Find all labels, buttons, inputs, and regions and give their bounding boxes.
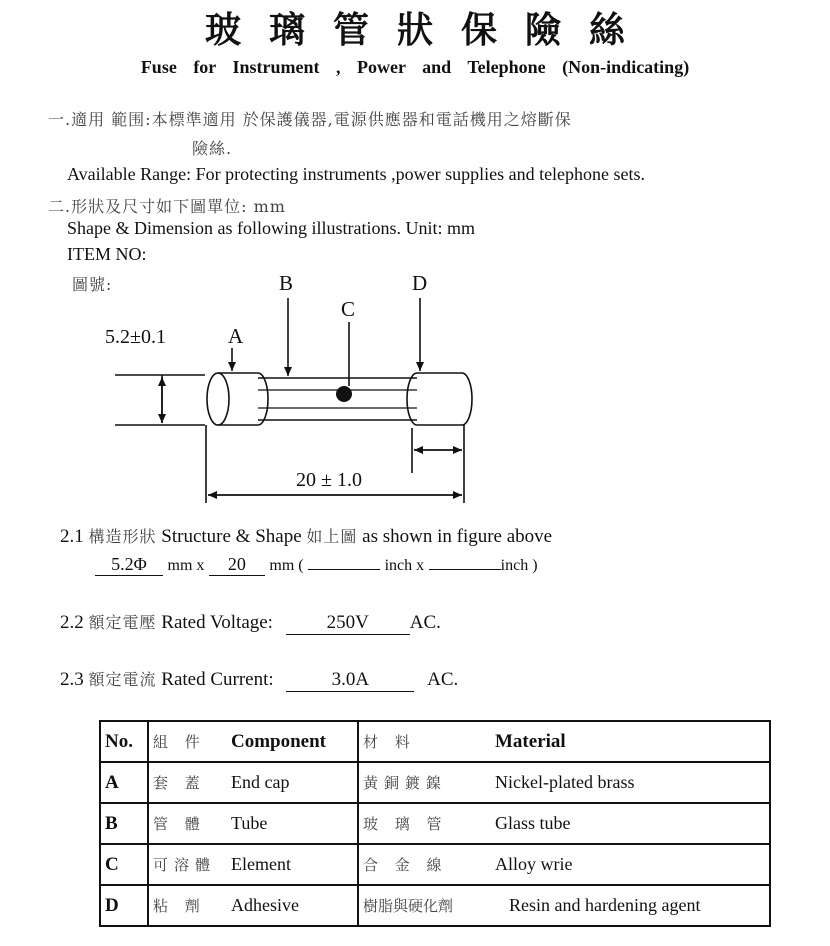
spec-2-2-label: Rated Voltage: [161, 612, 273, 633]
header-component-cn: 組 件 [153, 732, 206, 751]
row-material-en: Glass tube [495, 813, 571, 833]
spec-2-1-cn2: 如上圖 [306, 527, 358, 546]
row-component [148, 844, 358, 885]
spec-2-1-line1 [60, 524, 552, 548]
row-material-en: Alloy wrie [495, 854, 573, 874]
spec-2-2 [60, 610, 441, 635]
row-material-en: Nickel-plated brass [495, 772, 635, 792]
row-no: C [100, 844, 148, 885]
row-component-en: End cap [231, 772, 290, 792]
left-end-cap-face [207, 373, 229, 425]
diameter-label: 5.2±0.1 [105, 326, 166, 348]
spec-2-1-en1: Structure & Shape [161, 526, 302, 547]
spec-2-1-mm1: mm x [167, 557, 205, 574]
row-component-en: Adhesive [231, 895, 299, 915]
row-component-en: Element [231, 854, 291, 874]
spec-2-1-line2 [95, 554, 538, 576]
spec-2-1-cn: 構造形狀 [88, 527, 157, 546]
row-no: D [100, 885, 148, 926]
spec-2-2-unit: AC. [409, 612, 441, 633]
header-no: No. [100, 721, 148, 762]
spec-2-1-num: 2.1 [60, 526, 84, 547]
section1-en: Available Range: For protecting instruments ,power supplies and telephone sets. [67, 164, 646, 184]
table-row [100, 762, 770, 803]
fuse-element-dot [336, 386, 352, 402]
length-label: 20 ± 1.0 [296, 469, 362, 491]
row-no: A [100, 762, 148, 803]
item-no-label: ITEM NO: [67, 244, 147, 264]
table-row [100, 844, 770, 885]
spec-2-1-inch2: inch ) [500, 557, 538, 574]
spec-2-1-mm2: mm ( [269, 557, 304, 574]
table-row [100, 885, 770, 926]
spec-2-3-value: 3.0A [286, 669, 414, 692]
section1-cn-line2: 險絲. [192, 139, 233, 158]
row-material [358, 844, 770, 885]
section2-cn: 二.形狀及尺寸如下圖單位: mm [48, 197, 286, 216]
row-material [358, 803, 770, 844]
section2-en: Shape & Dimension as following illustrations. Unit: mm [67, 218, 475, 238]
row-material-cn: 樹脂與硬化劑 [363, 897, 454, 915]
header-material [358, 721, 770, 762]
spec-2-3-unit: AC. [427, 669, 459, 690]
spec-2-3-label: Rated Current: [161, 669, 274, 690]
spec-2-2-cn: 額定電壓 [88, 613, 157, 632]
row-component [148, 762, 358, 803]
spec-2-3 [60, 667, 458, 692]
spec-2-1-len-value: 20 [209, 554, 265, 576]
section1-cn-line1: 一.適用 範围:本標準適用 於保護儀器,電源供應器和電話機用之熔斷保 [48, 110, 572, 129]
label-B: B [279, 271, 294, 295]
spec-2-3-cn: 額定電流 [88, 670, 157, 689]
header-material-en: Material [495, 730, 566, 752]
row-component-en: Tube [231, 813, 268, 833]
spec-2-2-num: 2.2 [60, 612, 84, 633]
spec-2-1-inch-blank-1 [308, 569, 380, 570]
right-end-cap [417, 373, 472, 425]
table-row [100, 803, 770, 844]
label-D: D [412, 271, 428, 295]
header-component-en: Component [231, 730, 327, 752]
row-material-cn: 玻 璃 管 [363, 815, 448, 833]
row-component [148, 885, 358, 926]
spec-2-1-inch-blank-2 [429, 569, 501, 570]
row-component-cn: 管 體 [153, 815, 206, 833]
spec-2-1-dia-value: 5.2Φ [95, 554, 163, 576]
spec-2-1-inch1: inch x [384, 557, 425, 574]
page-title: 玻璃管狀保險絲 [204, 9, 653, 51]
row-component [148, 803, 358, 844]
header-material-cn: 材 料 [363, 732, 416, 751]
row-material-en: Resin and hardening agent [509, 895, 701, 915]
spec-2-3-num: 2.3 [60, 669, 84, 690]
row-component-cn: 粘 劑 [153, 897, 206, 915]
row-material-cn: 黃銅鍍鎳 [363, 774, 448, 792]
row-material [358, 762, 770, 803]
right-end-cap-inner [407, 373, 417, 425]
spec-2-1-en2: as shown in figure above [362, 526, 553, 547]
figure-no-label: 圖號: [72, 275, 113, 294]
label-A: A [228, 324, 244, 348]
component-table [99, 720, 771, 927]
page-subtitle: Fuse for Instrument , Power and Telephone (Non-indicating) [140, 57, 690, 77]
spec-2-2-value: 250V [286, 612, 410, 635]
row-component-cn: 可溶體 [153, 856, 217, 874]
label-C: C [341, 297, 356, 321]
row-component-cn: 套 蓋 [153, 774, 206, 792]
row-material-cn: 合 金 線 [363, 856, 448, 874]
row-material [358, 885, 770, 926]
header-component [148, 721, 358, 762]
table-header-row [100, 721, 770, 762]
row-no: B [100, 803, 148, 844]
